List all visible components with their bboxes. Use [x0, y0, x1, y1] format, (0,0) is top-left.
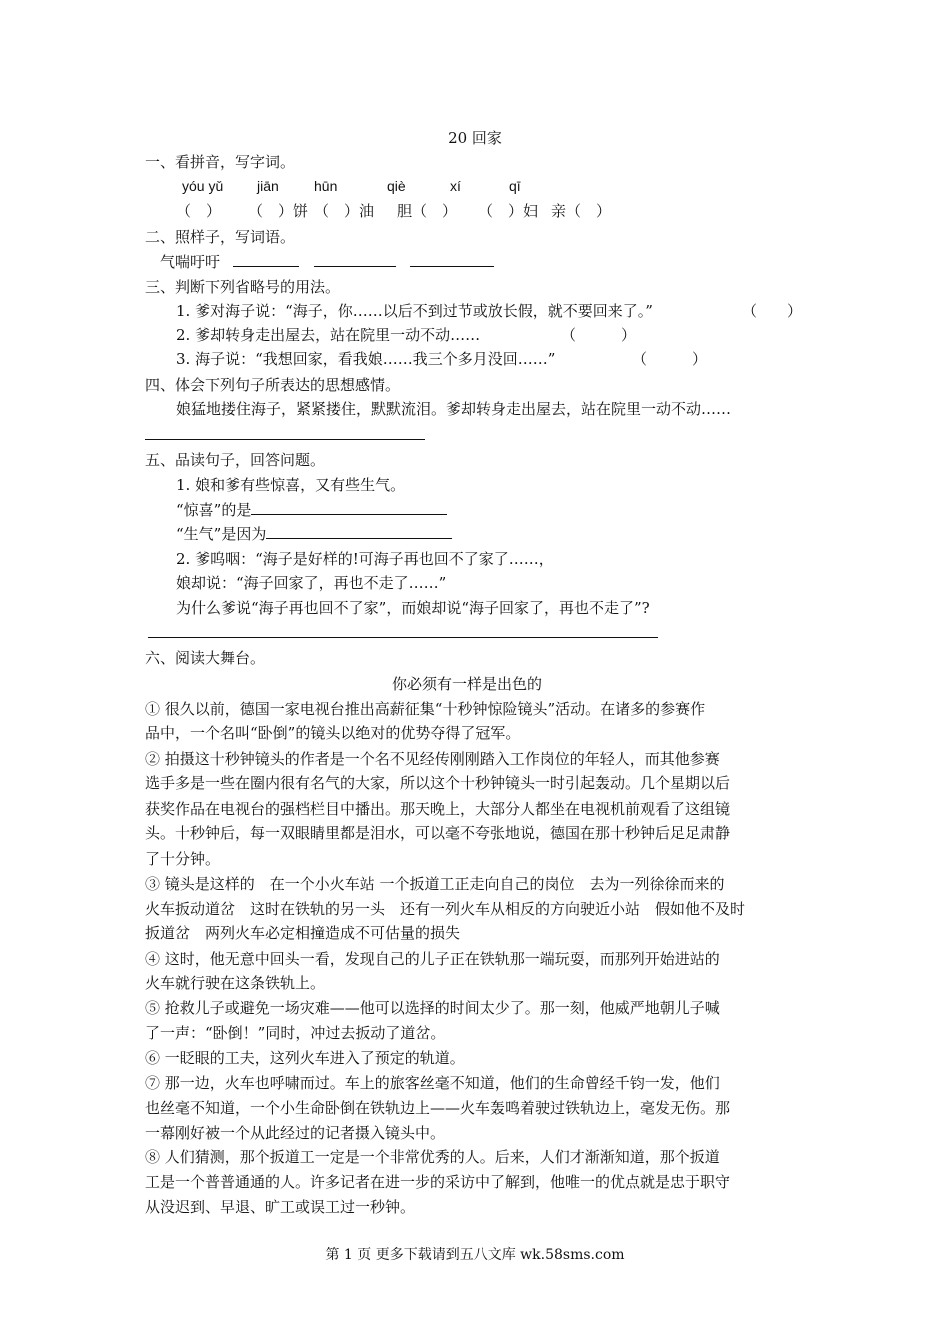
story-line: ③ 镜头是这样的 在一个小火车站 一个扳道工正走向自己的岗位 去为一列徐徐而来的 — [145, 875, 725, 893]
page-footer: 第 1 页 更多下载请到五八文库 wk.58sms.com — [325, 1247, 625, 1263]
answer-slot-6: 亲（ ） — [551, 202, 612, 220]
pinyin-6: qī — [509, 178, 521, 194]
story-line: 工是一个普普通通的人。许多记者在进一步的采访中了解到，他唯一的优点就是忠于职守 — [145, 1173, 731, 1191]
question-2: 2. 爹呜咽：“海子是好样的!可海子再也回不了家了……， — [176, 550, 554, 568]
answer-blank[interactable] — [251, 498, 447, 515]
pinyin-1: yóu yǔ — [182, 178, 224, 194]
story-line: ④ 这时，他无意中回头一看，发现自己的儿子正在铁轨那一端玩耍，而那列开始进站的 — [145, 950, 720, 968]
story-line: ⑥ 一眨眼的工夫，这列火车进入了预定的轨道。 — [145, 1049, 465, 1067]
answer-slot-4: 胆（ ） — [397, 202, 458, 220]
story-line: ① 很久以前，德国一家电视台推出高薪征集“十秒钟惊险镜头”活动。在诸多的参赛作 — [145, 700, 706, 718]
ellipsis-item-1: 1. 爹对海子说：“海子，你……以后不到过节或放长假，就不要回来了。” — [176, 302, 653, 320]
story-line: ⑦ 那一边，火车也呼啸而过。车上的旅客丝毫不知道，他们的生命曾经千钧一发，他们 — [145, 1074, 720, 1092]
answer-slot-3: （ ）油 — [314, 202, 375, 220]
answer-slot-2: （ ）饼 — [248, 202, 309, 220]
story-line: 也丝毫不知道，一个小生命卧倒在铁轨边上——火车轰鸣着驶过铁轨边上，毫发无伤。那 — [145, 1099, 731, 1117]
answer-blank[interactable] — [314, 250, 396, 267]
story-line: 火车扳动道岔 这时在铁轨的另一头 还有一列火车从相反的方向驶近小站 假如他不及时 — [145, 900, 746, 918]
question-2-prompt: 为什么爹说“海子再也回不了家”，而娘却说“海子回家了，再也不走了”? — [176, 599, 650, 617]
ellipsis-item-2: 2. 爹却转身走出屋去，站在院里一动不动…… — [176, 326, 481, 344]
story-line: 头。十秒钟后，每一双眼睛里都是泪水，可以毫不夸张地说，德国在那十秒钟后足足肃静 — [145, 824, 731, 842]
story-line: ⑤ 抢救儿子或避免一场灾难——他可以选择的时间太少了。那一刻，他威严地朝儿子喊 — [145, 999, 720, 1017]
answer-slot-5: （ ）妇 — [478, 202, 539, 220]
story-line: 选手多是一些在圈内很有名气的大家，所以这个十秒钟镜头一时引起轰动。几个星期以后 — [145, 774, 731, 792]
story-line: 火车就行驶在这条铁轨上。 — [145, 974, 326, 992]
story-line: ⑧ 人们猜测，那个扳道工一定是一个非常优秀的人。后来，人们才渐渐知道，那个扳道 — [145, 1148, 720, 1166]
story-line: 从没迟到、早退、旷工或误工过一秒钟。 — [145, 1198, 416, 1216]
answer-blank[interactable] — [266, 522, 452, 539]
example-word-row — [160, 250, 494, 273]
pinyin-3: hūn — [314, 178, 338, 194]
pinyin-4: qiè — [387, 178, 406, 194]
section-2-heading: 二、照样子，写词语。 — [145, 228, 296, 246]
pinyin-2: jiān — [257, 178, 279, 194]
section-3-heading: 三、判断下列省略号的用法。 — [145, 278, 341, 296]
story-line: 一幕刚好被一个从此经过的记者摄入镜头中。 — [145, 1124, 446, 1142]
answer-slot-1: （ ） — [176, 202, 222, 220]
question-1b: “生气”是因为 — [176, 525, 267, 543]
answer-blank[interactable] — [410, 250, 494, 267]
question-1: 1. 娘和爹有些惊喜，又有些生气。 — [176, 476, 406, 494]
ellipsis-item-3: 3. 海子说：“我想回家，看我娘……我三个多月没回……” — [176, 350, 556, 368]
answer-blank[interactable] — [233, 250, 299, 267]
story-line: ② 拍摄这十秒钟镜头的作者是一个名不见经传刚刚踏入工作岗位的年轻人，而其他参赛 — [145, 750, 720, 768]
story-line: 了一声：“卧倒！”同时，冲过去扳动了道岔。 — [145, 1024, 446, 1042]
answer-line[interactable] — [145, 439, 425, 440]
question-2-line-2: 娘却说：“海子回家了，再也不走了……” — [176, 574, 447, 592]
question-1b-row — [176, 522, 452, 545]
story-line: 品中，一个名叫“卧倒”的镜头以绝对的优势夺得了冠军。 — [145, 724, 521, 742]
pinyin-5: xí — [450, 178, 461, 194]
question-1a: “惊喜”的是 — [176, 501, 252, 519]
story-line: 获奖作品在电视台的强档栏目中播出。那天晚上，大部分人都坐在电视机前观看了这组镜 — [145, 800, 731, 818]
story-line: 扳道岔 两列火车必定相撞造成不可估量的损失 — [145, 924, 461, 942]
answer-paren: （ ） — [561, 326, 637, 344]
example-word: 气喘吁吁 — [160, 253, 221, 271]
answer-paren: （ ） — [742, 302, 803, 320]
answer-paren: （ ） — [632, 350, 708, 368]
section-6-heading: 六、阅读大舞台。 — [145, 649, 266, 667]
answer-line[interactable] — [148, 637, 658, 638]
story-line: 了十分钟。 — [145, 850, 221, 868]
section-4-heading: 四、体会下列句子所表达的思想感情。 — [145, 376, 401, 394]
question-1a-row — [176, 498, 447, 521]
emotion-sentence: 娘猛地搂住海子，紧紧搂住，默默流泪。爹却转身走出屋去，站在院里一动不动…… — [176, 400, 732, 418]
story-title: 你必须有一样是出色的 — [392, 675, 543, 693]
section-1-heading: 一、看拼音，写字词。 — [145, 153, 296, 171]
section-5-heading: 五、品读句子，回答问题。 — [145, 451, 326, 469]
page-title: 20 回家 — [448, 129, 502, 147]
